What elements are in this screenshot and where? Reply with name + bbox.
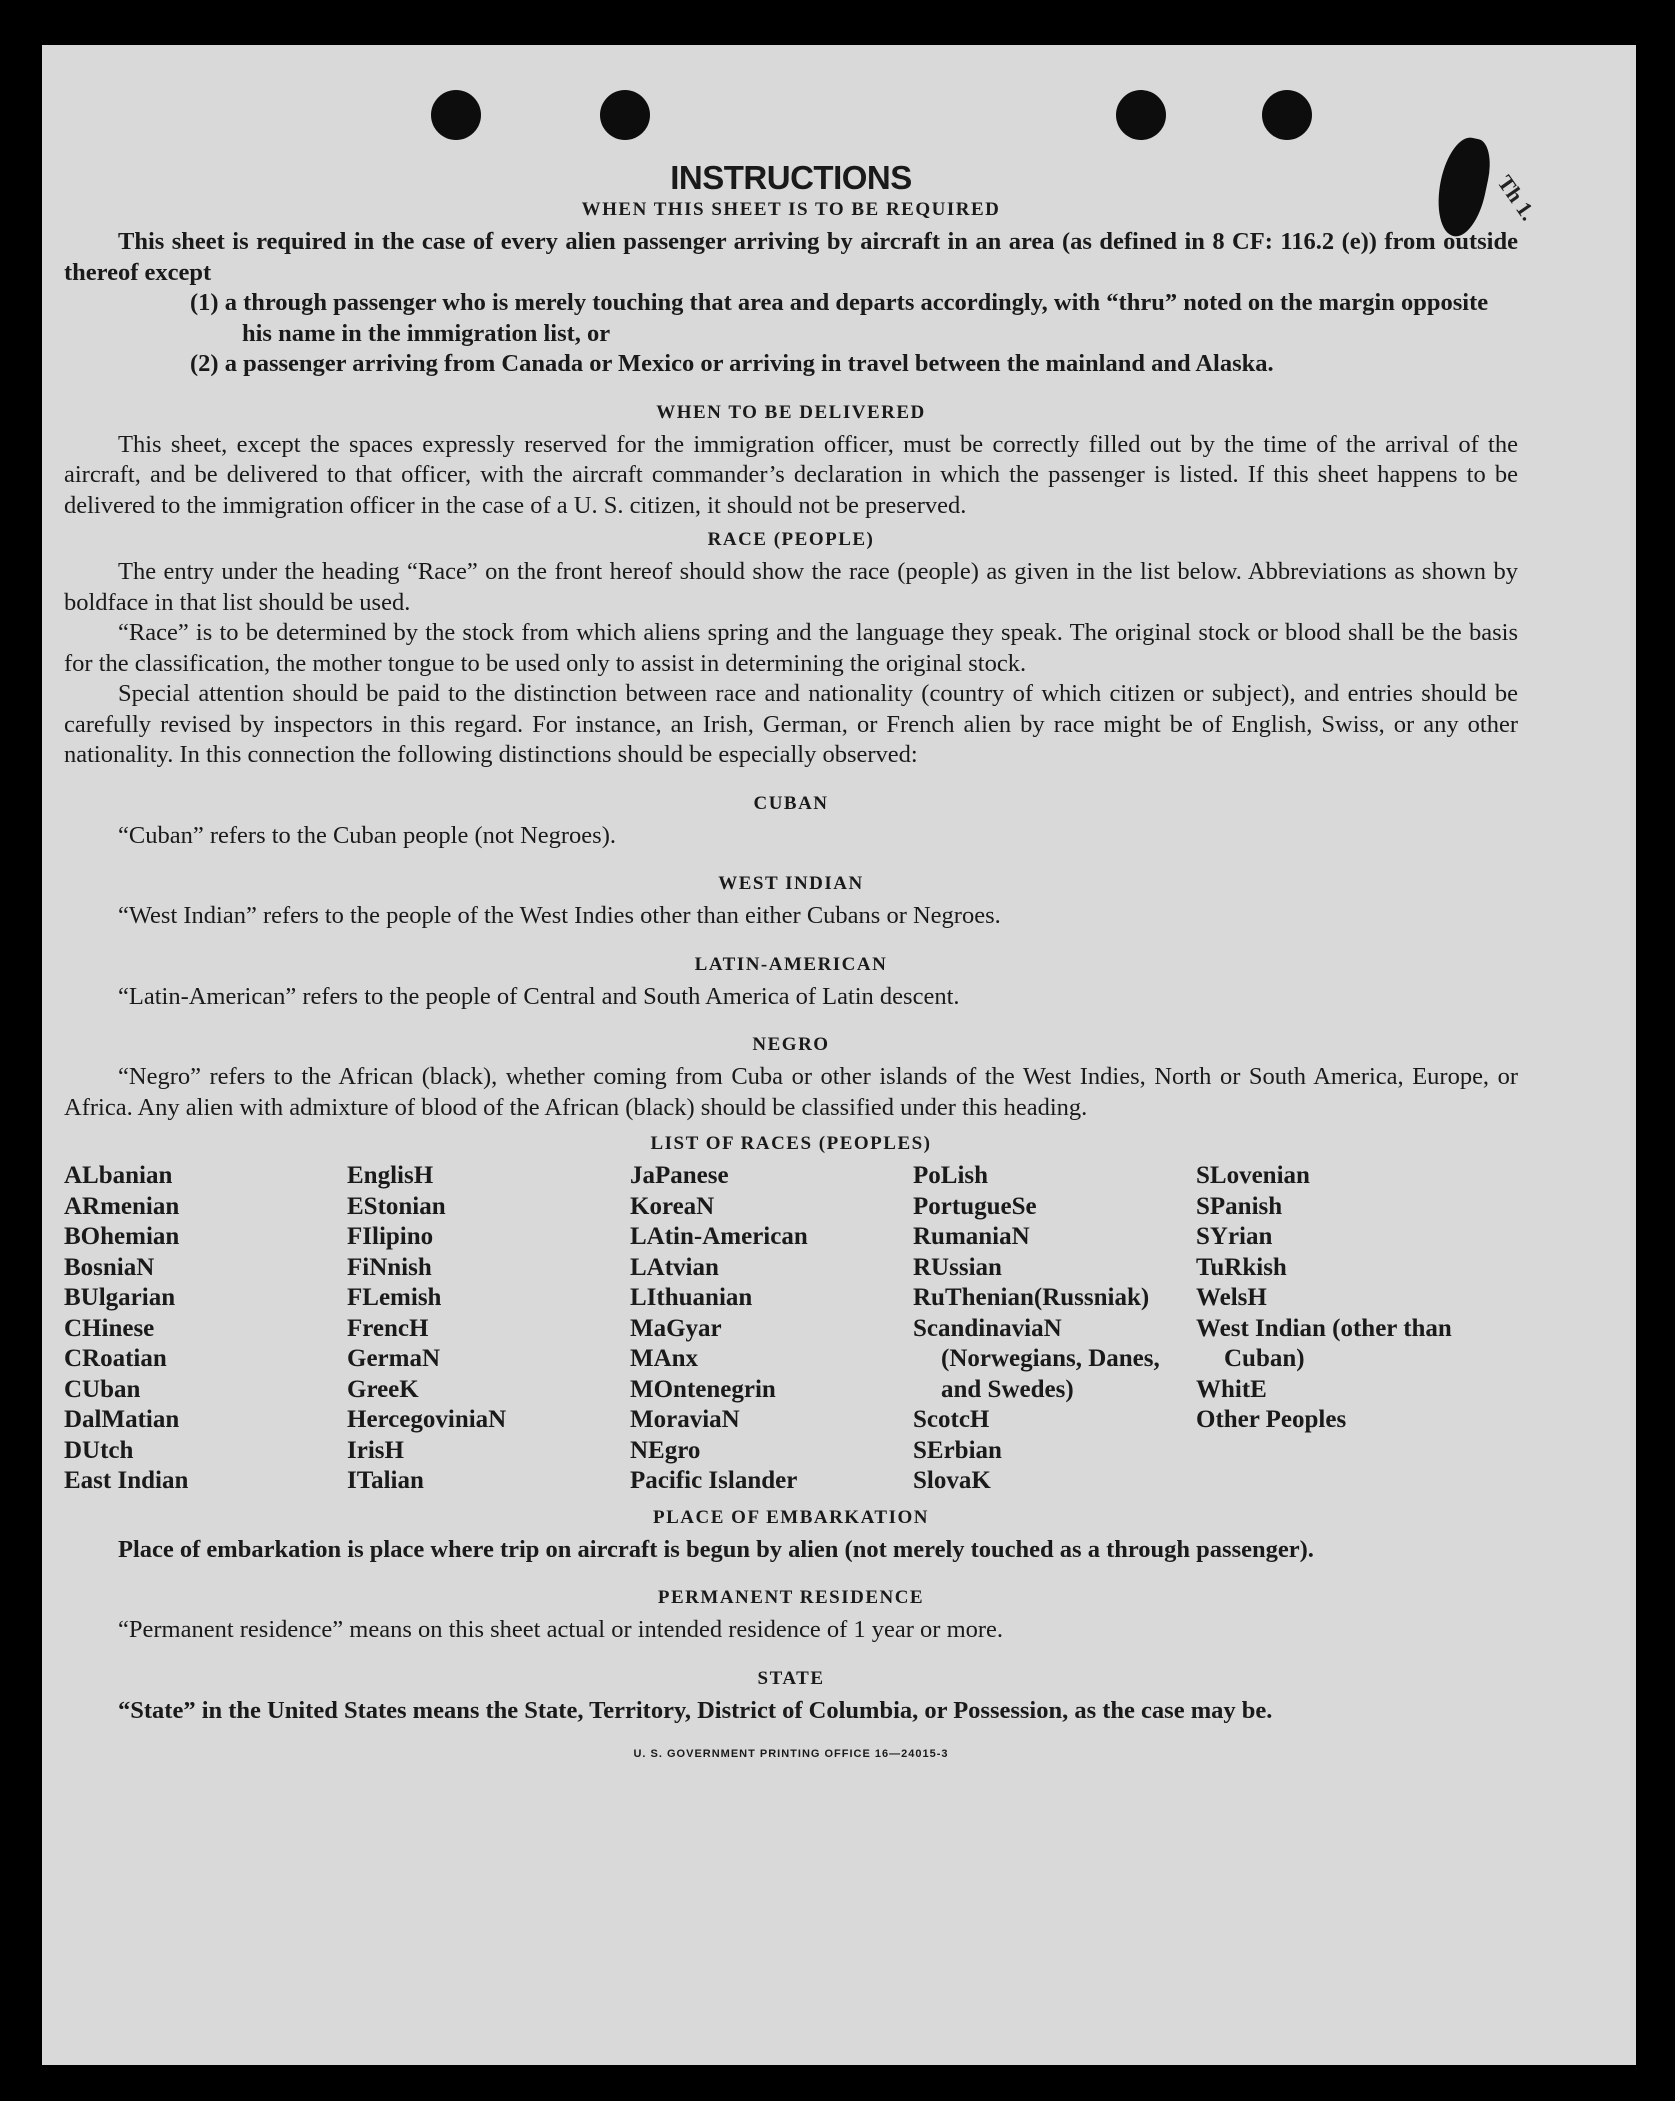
race-item: ITalian	[347, 1467, 424, 1494]
race-item: SErbian	[913, 1436, 1002, 1464]
race-item: ScotcH	[913, 1406, 990, 1433]
race-item: IrisH	[347, 1436, 404, 1464]
when-required-intro: This sheet is required in the case of every alien passenger arriving by aircraft in an area (as defined in 8 CF: 116.2 (e)) from outside thereof except	[64, 228, 1518, 286]
cuban-text: “Cuban” refers to the Cuban people (not Negroes).	[118, 821, 616, 849]
races-column	[630, 1161, 913, 1497]
race-item: BUlgarian	[64, 1284, 176, 1311]
races-column	[64, 1161, 347, 1497]
race-item: EnglisH	[347, 1162, 434, 1189]
section-heading: RACE (PEOPLE)	[707, 529, 875, 550]
race-item: ARmenian	[64, 1192, 180, 1220]
list-item: (1) a through passenger who is merely touching that area and departs accordingly, with “thru” noted on the margin opposite his name in the immigration list, or	[190, 289, 1489, 347]
race-item: TuRkish	[1196, 1253, 1287, 1281]
race-item: MAnx	[630, 1345, 699, 1372]
race-item: DalMatian	[64, 1406, 180, 1433]
race-item: CHinese	[64, 1314, 155, 1342]
section-heading: WEST INDIAN	[718, 873, 864, 894]
race-item: GermaN	[347, 1345, 441, 1372]
race-item: LAtvian	[630, 1253, 719, 1281]
list-item: (2) a passenger arriving from Canada or Mexico or arriving in travel between the mainland and Alaska.	[190, 350, 1274, 377]
race-item: GreeK	[347, 1375, 419, 1403]
race-item: Pacific Islander	[630, 1467, 798, 1494]
race-item: EStonian	[347, 1192, 446, 1220]
races-column	[347, 1161, 630, 1497]
race-item: LIthuanian	[630, 1284, 753, 1311]
section-heading: LIST OF RACES (PEOPLES)	[650, 1133, 932, 1154]
latin-american-text: “Latin-American” refers to the people of Central and South America of Latin descent.	[118, 982, 960, 1010]
race-item: NEgro	[630, 1436, 701, 1464]
section-heading: STATE	[757, 1667, 825, 1689]
race-item: MOntenegrin	[630, 1375, 776, 1403]
when-delivered-text: This sheet, except the spaces expressly reserved for the immigration officer, must be correctly filled out by the time of the arrival of the aircraft, and be delivered to that officer, with the aircraft commander’s declaration in which the passenger is listed. If this sheet happens to be delivered to the immigration officer in the case of a U. S. citizen, it should not be preserved.	[64, 430, 1518, 519]
west-indian-text: “West Indian” refers to the people of the West Indies other than either Cubans or Negroes.	[118, 902, 1001, 929]
race-item: PortugueSe	[913, 1192, 1037, 1220]
race-item: SPanish	[1196, 1192, 1283, 1220]
race-item: HercegoviniaN	[347, 1406, 507, 1433]
race-item: RuThenian(Russniak)	[913, 1284, 1150, 1311]
embarkation-text: Place of embarkation is place where trip on aircraft is begun by alien (not merely touched as a through passenger).	[118, 1535, 1314, 1563]
race-item: Other Peoples	[1196, 1406, 1347, 1433]
corner-tag: Th 1.	[1492, 170, 1542, 225]
negro-text: “Negro” refers to the African (black), whether coming from Cuba or other islands of the West Indies, North or South America, Europe, or Africa. Any alien with admixture of blood of the African (black) should be classified under this heading.	[64, 1063, 1518, 1121]
race-item: FLemish	[347, 1284, 442, 1311]
race-item: BosniaN	[64, 1253, 155, 1281]
race-item: MoraviaN	[630, 1406, 740, 1433]
section-heading: PLACE OF EMBARKATION	[653, 1506, 929, 1528]
race-item: SYrian	[1196, 1223, 1273, 1250]
race-item: East Indian	[64, 1467, 189, 1494]
race-item: RumaniaN	[913, 1223, 1030, 1250]
race-paragraph: The entry under the heading “Race” on the front hereof should show the race (people) as given in the list below. Abbreviations as shown by boldface in that list should be used.	[64, 558, 1518, 616]
race-item: ALbanian	[64, 1162, 173, 1189]
race-item: DUtch	[64, 1436, 134, 1464]
race-paragraph: Special attention should be paid to the distinction between race and nationality (country of which citizen or subject), and entries should be carefully revised by inspectors in this regard. For instance, an Irish, German, or French alien by race might be of English, Swiss, or any other nationality. In this connection the following distinctions should be especially observed:	[64, 680, 1518, 768]
race-item: MaGyar	[630, 1314, 722, 1342]
races-column	[913, 1161, 1196, 1497]
document-body	[64, 113, 1518, 1760]
section-heading: CUBAN	[753, 792, 829, 814]
race-item: WelsH	[1196, 1284, 1267, 1311]
races-column	[1196, 1161, 1466, 1497]
race-item: West Indian (other than Cuban)	[1196, 1314, 1452, 1372]
race-item: FIlipino	[347, 1223, 434, 1250]
race-item: CRoatian	[64, 1345, 167, 1372]
race-item: LAtin-American	[630, 1223, 808, 1250]
printer-imprint: U. S. GOVERNMENT PRINTING OFFICE 16—24015-3	[633, 1748, 949, 1760]
section-heading: WHEN THIS SHEET IS TO BE REQUIRED	[581, 199, 1001, 220]
race-item: CUban	[64, 1375, 141, 1403]
section-heading: NEGRO	[752, 1034, 830, 1055]
race-item: WhitE	[1196, 1375, 1267, 1403]
race-item: SlovaK	[913, 1467, 991, 1494]
section-heading: PERMANENT RESIDENCE	[657, 1587, 925, 1608]
residence-text: “Permanent residence” means on this sheet actual or intended residence of 1 year or more.	[118, 1616, 1004, 1643]
race-paragraph: “Race” is to be determined by the stock from which aliens spring and the language they speak. The original stock or blood shall be the basis for the classification, the mother tongue to be used only to assist in determining the original stock.	[64, 619, 1518, 677]
race-item: SLovenian	[1196, 1162, 1310, 1189]
document-sheet	[42, 45, 1636, 2065]
race-item: FrencH	[347, 1314, 429, 1342]
race-item: KoreaN	[630, 1192, 715, 1220]
race-item: BOhemian	[64, 1223, 180, 1250]
race-item: RUssian	[913, 1253, 1002, 1281]
race-item: ScandinaviaN (Norwegians, Danes, and Swedes)	[913, 1314, 1160, 1403]
section-heading: WHEN TO BE DELIVERED	[656, 401, 926, 423]
race-item: FiNnish	[347, 1253, 432, 1281]
races-table	[64, 1161, 1518, 1497]
race-item: JaPanese	[630, 1162, 729, 1189]
section-heading: LATIN-AMERICAN	[694, 953, 888, 975]
state-text: “State” in the United States means the State, Territory, District of Columbia, or Possession, as the case may be.	[118, 1696, 1273, 1724]
race-item: PoLish	[913, 1162, 989, 1189]
page-title: INSTRUCTIONS	[670, 159, 912, 196]
